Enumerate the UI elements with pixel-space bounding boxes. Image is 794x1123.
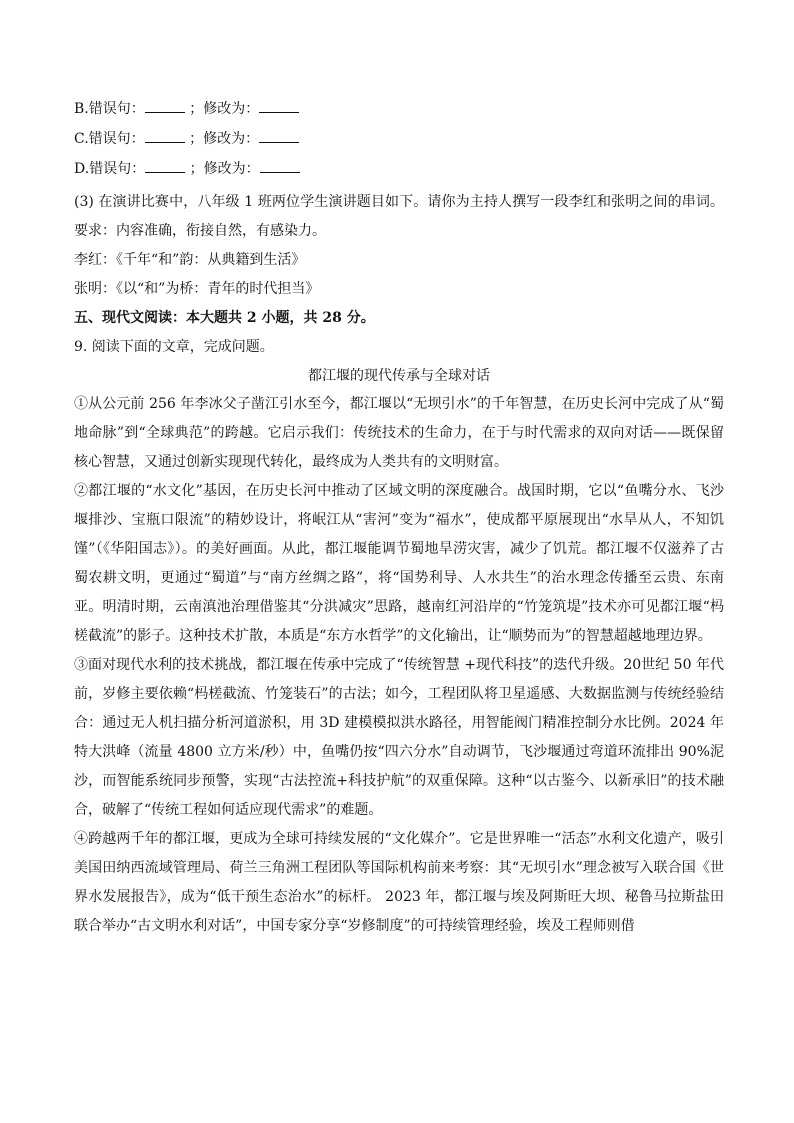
option-c-mid: ；修改为： [189, 131, 260, 147]
document-page [74, 98, 724, 941]
article-paragraph-4: ④跨越两千年的都江堰，更成为全球可持续发展的“文化媒介”。它是世界唯一“活态”水利文化遗产，吸引美国田纳西流域管理局、荷兰三角洲工程团队等国际机构前来考察：其“无坝引水”理念被写入联合国《世界水发展报告》，成为“低干预生态治水”的标杆。 2023 年，都江堰与埃及阿斯旺大坝、秘鲁马拉斯盐田联合举办“古文明水利对话”，中国专家分享“岁修制度”的可持续管理经验，埃及工程师则借 [74, 831, 724, 934]
option-c-label: C.错误句： [74, 131, 145, 147]
option-d-label: D.错误句： [74, 161, 146, 177]
answer-blank[interactable] [145, 128, 185, 143]
answer-blank[interactable] [145, 98, 185, 113]
article-paragraph-3: ③面对现代水利的技术挑战，都江堰在传承中完成了“传统智慧 +现代科技”的迭代升级。20世纪 50 年代前，岁修主要依赖“杩槎截流、竹笼装石”的古法；如今，工程团队将卫星遥感、大数据监测与传统经验结合：通过无人机扫描分析河道淤积，用 3D 建模模拟洪水路径，用智能阀门精准控制分水比例。2024 年特大洪峰（流量 4800 立方米/秒）中，鱼嘴仍按“四六分水”自动调节，飞沙堰通过弯道环流排出 90%泥沙，而智能系统同步预警，实现“古法控流+科技护航”的双重保障。这种“以古鉴今、以新承旧”的技术融合，破解了“传统工程如何适应现代需求”的难题。 [74, 657, 724, 818]
q8-option-b [74, 98, 724, 119]
answer-blank[interactable] [259, 98, 299, 113]
q8-option-c [74, 128, 724, 149]
option-b-mid: ；修改为： [189, 101, 260, 117]
section-heading: 五、现代文阅读：本大题共 2 小题，共 28 分。 [74, 310, 375, 326]
answer-blank[interactable] [145, 158, 185, 173]
option-b-label: B.错误句： [74, 101, 145, 117]
article-paragraph-2: ②都江堰的“水文化”基因，在历史长河中推动了区域文明的深度融合。战国时期，它以“鱼嘴分水、飞沙堰排沙、宝瓶口限流”的精妙设计，将岷江从“害河”变为“福水”，使成都平原展现出“水旱从人，不知饥馑”（《华阳国志》）。的美好画面。从此，都江堰能调节蜀地旱涝灾害，减少了饥荒。都江堰不仅滋养了古蜀农耕文明，更通过“蜀道”与“南方丝绸之路”，将“国势利导、人水共生”的治水理念传播至云贵、东南亚。明清时期，云南滇池治理借鉴其“分洪减灾”思路，越南红河沿岸的“竹笼筑堤”技术亦可见都江堰“杩槎截流”的影子。这种技术扩散，本质是“东方水哲学”的文化输出，让“顺势而为”的智慧超越地理边界。 [74, 483, 724, 644]
speech-title-lihong: 李红：《千年“和”韵：从典籍到生活》 [74, 252, 306, 268]
article-title: 都江堰的现代传承与全球对话 [308, 368, 490, 384]
q8-option-d [74, 158, 724, 179]
answer-blank[interactable] [259, 128, 299, 143]
option-d-mid: ；修改为： [189, 161, 260, 177]
question-9: 9. 阅读下面的文章，完成问题。 [74, 339, 274, 355]
article-paragraph-1: ①从公元前 256 年李冰父子凿江引水至今，都江堰以“无坝引水”的千年智慧，在历史长河中完成了从“蜀地命脉”到“全球典范”的跨越。它启示我们：传统技术的生命力，在于与时代需求的双向对话——既保留核心智慧，又通过创新实现现代转化，最终成为人类共有的文明财富。 [74, 396, 724, 470]
q8-sub3: (3) 在演讲比赛中，八年级 1 班两位学生演讲题目如下。请你为主持人撰写一段李红和张明之间的串词。要求：内容准确，衔接自然，有感染力。 [74, 194, 724, 239]
answer-blank[interactable] [260, 158, 300, 173]
speech-title-zhangming: 张明：《以“和”为桥：青年的时代担当》 [74, 281, 320, 297]
